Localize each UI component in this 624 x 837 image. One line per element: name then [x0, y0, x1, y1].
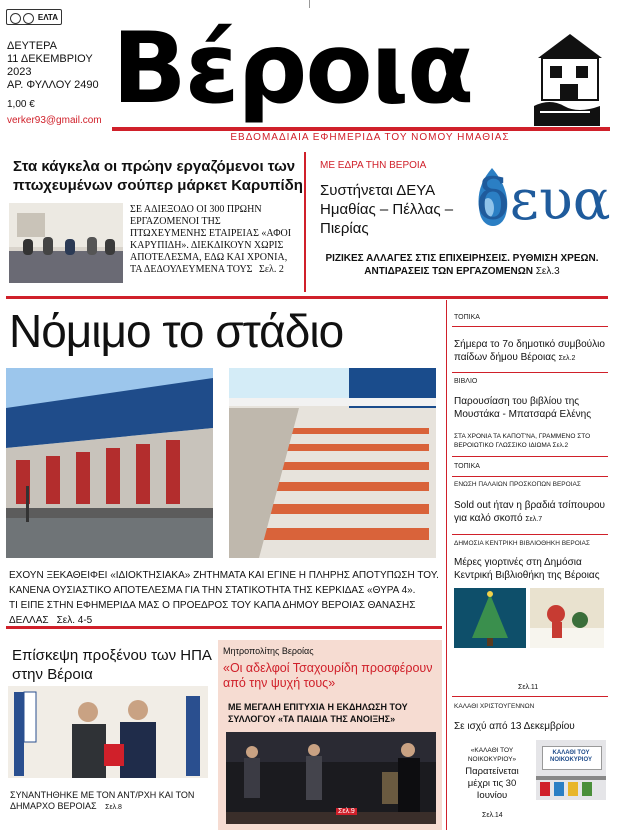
sidebar-story-basket-title[interactable]: Σε ισχύ από 13 Δεκεμβρίου [454, 721, 575, 732]
sidebar-story-book-ref: Σελ.2 [552, 442, 569, 449]
sidebar-story-library-ref: Σελ.11 [518, 684, 539, 691]
newspaper-title: Βέροια [112, 12, 473, 126]
sidebar-story-basket-quote: «ΚΑΛΑΘΙ ΤΟΥ ΝΟΙΚΟΚΥΡΙΟΥ» [467, 747, 517, 763]
sidebar-divider [446, 300, 447, 830]
sidebar-section-label: ΤΟΠΙΚΑ [454, 314, 480, 321]
story-consul-headline[interactable]: Επίσκεψη προξένου των ΗΠΑ στην Βέροια [12, 647, 212, 683]
lead-line-2: ΚΑΝΕΝΑ ΟΥΣΙΑΣΤΙΚΟ ΑΠΟΤΕΛΕΣΜΑ ΓΙΑ ΤΗΝ ΣΤΑΤΙΚΟΤΗΤΑ ΤΗΣ ΚΕΡΚΙΔΑΣ «ΘΥΡΑ 4». [9, 585, 416, 596]
issue-price: 1,00 € [7, 99, 35, 110]
story-deya-page-ref: Σελ.3 [535, 266, 560, 277]
vintage-christmas-card [530, 588, 604, 648]
sidebar-story-basket-ref: Σελ.14 [482, 812, 503, 819]
publisher-logo-text: ΕΛΤΑ [37, 13, 58, 22]
issue-date-block [7, 40, 117, 127]
basket-sign-text: ΚΑΛΑΘΙ ΤΟΥ ΝΟΙΚΟΚΥΡΙΟΥ [550, 750, 592, 763]
sidebar-rule [452, 372, 608, 373]
fold-mark [309, 0, 310, 8]
sidebar-story-basket-body: Παρατείνεται μέχρι τις 30 Ιουνίου [465, 766, 519, 801]
story-deya-kicker: ΜΕ ΕΔΡΑ ΤΗΝ ΒΕΡΟΙΑ [320, 160, 427, 171]
publisher-logo [6, 9, 62, 25]
sidebar-story-council-title: Σήμερα το 7ο δημοτικό συμβούλιο παίδων δήμου Βέροιας [454, 339, 605, 363]
sidebar-rule [452, 456, 608, 457]
story-karypidis-body [130, 204, 298, 276]
sidebar-rule [452, 476, 608, 477]
lead-summary [9, 568, 439, 628]
sidebar-section-label: ΔΗΜΟΣΙΑ ΚΕΝΤΡΙΚΗ ΒΙΒΛΙΟΘΗΚΗ ΒΕΡΟΙΑΣ [454, 540, 590, 547]
sidebar-rule [452, 534, 608, 535]
sidebar-rule [452, 696, 608, 697]
story-consul-page-ref: Σελ.8 [105, 804, 122, 811]
contact-email[interactable]: verker93@gmail.com [7, 115, 102, 126]
sidebar-story-book-sub-text: ΣΤΑ ΧΡΟΝΙΑ ΤΑ ΚΑΠΟΤ'ΝΑ, ΓΡΑΜΜΕΝΟ ΣΤΟ ΒΕΡΟΙΩΤΙΚΟ ΓΛΩΣΣΙΚΟ ΙΔΙΩΜΑ [454, 433, 591, 449]
sidebar [452, 300, 608, 837]
issue-date: 11 ΔΕΚΕΜΒΡΙΟΥ 2023 [7, 53, 93, 78]
lead-line-1: ΕΧΟΥΝ ΞΕΚΑΘΕΙΦΕΙ «ΙΔΙΟΚΤΗΣΙΑΚΑ» ΖΗΤΗΜΑΤΑ ΚΑΙ ΕΓΙΝΕ Η ΠΛΗΡΗΣ ΑΠΟΤΥΠΩΣΗ ΤΟΥ. [9, 570, 439, 581]
sidebar-story-library-title[interactable]: Μέρες γιορτινές στη Δημόσια Κεντρική Βιβλιοθήκη της Βέροιας [454, 557, 600, 581]
story-metropolitan-page-ref: Σελ.9 [338, 808, 355, 815]
stadium-exterior-photo [6, 368, 213, 558]
sidebar-story-scouts-sub: ΕΝΩΣΗ ΠΑΛΑΙΩΝ ΠΡΟΣΚΟΠΩΝ ΒΕΡΟΙΑΣ [454, 481, 581, 488]
stadium-seats-photo [229, 368, 436, 558]
story-metropolitan-sub: ΜΕ ΜΕΓΑΛΗ ΕΠΙΤΥΧΙΑ Η ΕΚΔΗΛΩΣΗ ΤΟΥ ΣΥΛΛΟΓΟΥ «ΤΑ ΠΑΙΔΙΑ ΤΗΣ ΑΝΟΙΞΗΣ» [228, 702, 408, 724]
sidebar-section-label: ΒΙΒΛΙΟ [454, 378, 478, 385]
sidebar-story-council[interactable] [454, 338, 606, 365]
deya-logo [468, 160, 610, 250]
sidebar-story-scouts[interactable] [454, 499, 606, 526]
sidebar-story-scouts-ref: Σελ.7 [525, 516, 543, 523]
deya-logo-text: δευα [476, 168, 611, 233]
story-metropolitan-headline[interactable]: «Οι αδελφοί Τσαχουρίδη προσφέρουν από την ψυχή τους» [223, 661, 433, 690]
metropolitan-event-photo [226, 732, 436, 824]
basket-shelf-photo [536, 740, 606, 800]
lead-line-3-text: ΤΙ ΕΙΠΕ ΣΤΗΝ ΕΦΗΜΕΡΙΔΑ ΜΑΣ Ο ΠΡΟΕΔΡΟΣ ΤΟΥ ΚΑΠΑ ΔΗΜΟΥ ΒΕΡΟΙΑΣ ΘΑΝΑΣΗΣ ΔΕΛΛΑΣ [9, 600, 416, 626]
story-karypidis-headline[interactable]: Στα κάγκελα οι πρώην εργαζόμενοι των πτωχευμένων σούπερ μάρκετ Καρυπίδη [13, 158, 303, 194]
masthead-house-illustration [530, 28, 608, 128]
issue-day: ΔΕΥΤΕΡΑ [7, 40, 57, 52]
sidebar-section-label: ΚΑΛΑΘΙ ΧΡΙΣΤΟΥΓΕΝΝΩΝ [454, 703, 535, 710]
lead-page-ref: Σελ. 4-5 [56, 615, 93, 626]
lead-headline[interactable]: Νόμιμο το στάδιο [9, 305, 344, 357]
sidebar-section-label: ΤΟΠΙΚΑ [454, 463, 480, 470]
karypidis-meeting-photo [9, 203, 123, 283]
sidebar-story-scouts-title: Sold out ήταν η βραδιά τσίπουρου για καλό σκοπό [454, 500, 606, 524]
sidebar-story-council-ref: Σελ.2 [558, 355, 576, 362]
issue-number: ΑΡ. ΦΥΛΛΟΥ 2490 [7, 79, 99, 91]
sidebar-story-book-title[interactable]: Παρουσίαση του βιβλίου της Μουστάκα - Μπατσαρά Ελένης [454, 396, 592, 420]
sidebar-story-book-sub [454, 432, 608, 450]
lead-top-rule [6, 296, 608, 299]
consul-meeting-photo [8, 686, 208, 778]
story-consul-caption-text: ΣΥΝΑΝΤΗΘΗΚΕ ΜΕ ΤΟΝ ΑΝΤ/ΡΧΗ ΚΑΙ ΤΟΝ ΔΗΜΑΡΧΟ ΒΕΡΟΙΑΣ [10, 790, 195, 811]
story-deya-headline[interactable]: Συστήνεται ΔΕΥΑ Ημαθίας – Πέλλας – Πιερίας [320, 182, 454, 237]
top-column-divider [304, 152, 306, 292]
christmas-tree-illustration [454, 588, 526, 648]
story-karypidis-text: ΣΕ ΑΔΙΕΞΟΔΟ ΟΙ 300 ΠΡΩΗΝ ΕΡΓΑΖΟΜΕΝΟΙ ΤΗΣ ΠΤΩΧΕΥΜΕΝΗΣ ΕΤΑΙΡΕΙΑΣ «ΑΦΟΙ ΚΑΡΥΠΙΔΗ». ΔΙΕΚΔΙΚΟΥΝ ΧΩΡΙΣ ΑΠΟΤΕΛΕΣΜΑ, ΕΔΩ ΚΑΙ ΧΡΟΝΙΑ, ΤΑ ΔΕΔΟΥΛΕΥΜΕΝΑ ΤΟΥΣ [130, 204, 292, 275]
tagline: ΕΒΔΟΜΑΔΙΑΙΑ ΕΦΗΜΕΡΙΔΑ ΤΟΥ ΝΟΜΟΥ ΗΜΑΘΙΑΣ [230, 132, 510, 143]
story-deya-body [312, 252, 612, 278]
story-deya-text: ΡΙΖΙΚΕΣ ΑΛΛΑΓΕΣ ΣΤΙΣ ΕΠΙΧΕΙΡΗΣΕΙΣ. ΡΥΘΜΙΣΗ ΧΡΕΩΝ. ΑΝΤΙΔΡΑΣΕΙΣ ΤΩΝ ΕΡΓΑΖΟΜΕΝΩΝ [325, 253, 599, 277]
sidebar-rule [452, 326, 608, 327]
lead-line-3 [9, 598, 439, 628]
story-consul-caption [10, 790, 220, 813]
lead-bottom-rule [6, 626, 442, 629]
story-metropolitan-kicker: Μητροπολίτης Βεροίας [223, 646, 314, 656]
tagline-bar [112, 127, 610, 131]
story-karypidis-page-ref: Σελ. 2 [259, 264, 284, 275]
